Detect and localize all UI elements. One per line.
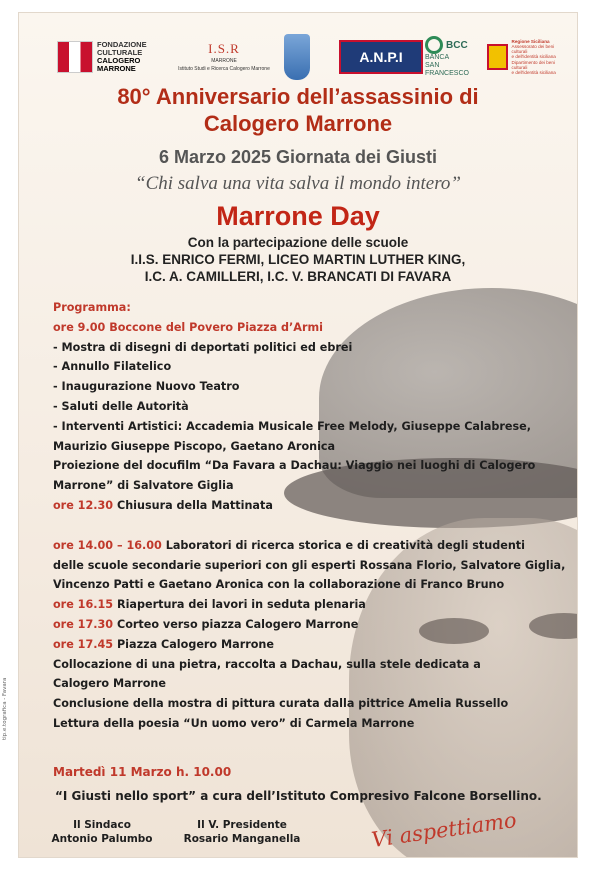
logo-text: CALOGERO (97, 56, 141, 65)
italy-flag-icon (57, 41, 93, 73)
logo-text: Istituto Studi e Ricerca Calogero Marrone (178, 66, 270, 72)
program-text: Chiusura della Mattinata (116, 498, 273, 512)
program-closing (53, 496, 563, 516)
logo-text: MARRONE (211, 58, 237, 64)
date-line: 6 Marzo 2025 Giornata dei Giusti (158, 147, 438, 167)
signature-sindaco (47, 818, 157, 846)
logo-text: e dell'identità siciliana (511, 70, 556, 75)
closing-signature: Vi aspettiamo (370, 807, 518, 853)
logo-text: CULTURALE (97, 48, 143, 57)
signature-title: Il V. Presidente (197, 819, 287, 831)
place-label: Boccone del Povero Piazza d’Armi (109, 320, 323, 334)
footer-event: “I Giusti nello sport” a cura dell’Istituto Compresivo Falcone Borsellino. (55, 789, 542, 803)
program-item: Maurizio Giuseppe Piscopo, Gaetano Aronica (53, 439, 336, 453)
logo-text: BCC (446, 39, 468, 51)
program-item: - Inaugurazione Nuovo Teatro (53, 380, 240, 394)
program-item: Marrone” di Salvatore Giglia (53, 479, 234, 493)
logo-text: e dell'identità siciliana (511, 54, 556, 60)
logo-text: FRANCESCO (425, 70, 469, 77)
title-line: Calogero Marrone (203, 111, 393, 136)
favara-crest-logo (284, 31, 310, 83)
anpi-mark: A.N.P.I (339, 40, 423, 74)
footer-date: Martedì 11 Marzo h. 10.00 (53, 765, 232, 779)
program-piazza (53, 635, 563, 655)
signature-vice-president (177, 818, 307, 846)
program-item: Vincenzo Patti e Gaetano Aronica con la collaborazione di Franco Bruno (53, 578, 505, 592)
program-item: Lettura della poesia “Un uomo vero” di Carmela Marrone (53, 716, 415, 730)
program-item: - Saluti delle Autorità (53, 399, 189, 413)
anpi-logo (339, 31, 423, 83)
program-heading: Programma: (53, 301, 131, 314)
logo-text: Assessorato dei beni culturali (511, 43, 555, 55)
logo-text: SAN (425, 62, 440, 69)
title-line: 80° Anniversario dell’assassinio di (117, 84, 479, 109)
program-morning-header (53, 318, 563, 338)
program-plenary (53, 595, 563, 615)
quote-line: “Chi salva una vita salva il mondo intero” (135, 173, 461, 194)
event-poster (18, 12, 578, 858)
program-item: Collocazione di una pietra, raccolta a Dachau, sulla stele dedicata a (53, 657, 481, 671)
logo-strip (57, 31, 557, 83)
program-item: - Mostra di disegni di deportati politici ed ebrei (53, 340, 353, 354)
program-item: Conclusione della mostra di pittura curata dalla pittrice Amelia Russello (53, 697, 509, 711)
regione-logo (487, 31, 557, 83)
time-label: ore 14.00 – 16.00 (53, 538, 162, 552)
anniversary-title (19, 83, 577, 137)
event-name: Marrone Day (216, 201, 380, 231)
time-label: ore 12.30 (53, 498, 114, 512)
crest-icon (284, 34, 310, 80)
logo-text: FONDAZIONE (97, 40, 147, 49)
participation-line: Con la partecipazione delle scuole (187, 235, 409, 250)
time-label: ore 17.30 (53, 617, 114, 631)
signature-name: Antonio Palumbo (51, 833, 153, 845)
program-lab (53, 536, 563, 556)
isr-logo (174, 31, 274, 83)
program-item: delle scuole secondarie superiori con gli esperti Rossana Florio, Salvatore Giglia, (53, 558, 566, 572)
time-label: ore 17.45 (53, 637, 114, 651)
program-text: Piazza Calogero Marrone (116, 637, 274, 651)
signature-title: Il Sindaco (73, 819, 131, 831)
logo-text: Regione Siciliana (511, 38, 550, 44)
schools-line: I.C. A. CAMILLERI, I.C. V. BRANCATI DI FAVARA (144, 269, 452, 284)
bcc-logo (425, 31, 469, 83)
isr-mark: I.S.R (208, 41, 240, 56)
logo-text: BANCA (425, 54, 450, 61)
program-section (53, 298, 566, 734)
fondazione-logo (57, 31, 147, 83)
logo-text: Dipartimento dei beni culturali (511, 59, 555, 70)
program-parade (53, 615, 563, 635)
program-text: Laboratori di ricerca storica e di creatività degli studenti (165, 538, 525, 552)
program-item: Proiezione del docufilm “Da Favara a Dachau: Viaggio nei luoghi di Calogero (53, 459, 536, 473)
program-text: Corteo verso piazza Calogero Marrone (116, 617, 359, 631)
program-item: - Interventi Artistici: Accademia Musicale Free Melody, Giuseppe Calabrese, (53, 419, 531, 433)
time-label: ore 9.00 (53, 320, 106, 334)
program-text: Riapertura dei lavori in seduta plenaria (116, 598, 366, 612)
program-item: Calogero Marrone (53, 677, 166, 691)
trinacria-icon (487, 44, 508, 70)
time-label: ore 16.15 (53, 598, 114, 612)
logo-text: MARRONE (97, 64, 136, 73)
bcc-icon (425, 36, 443, 54)
program-item: - Annullo Filatelico (53, 360, 172, 374)
signature-name: Rosario Manganella (183, 833, 301, 845)
schools-line: I.I.S. ENRICO FERMI, LICEO MARTIN LUTHER KING, (130, 252, 466, 267)
printer-credit: tip.e.tografica - Favara (2, 677, 8, 740)
